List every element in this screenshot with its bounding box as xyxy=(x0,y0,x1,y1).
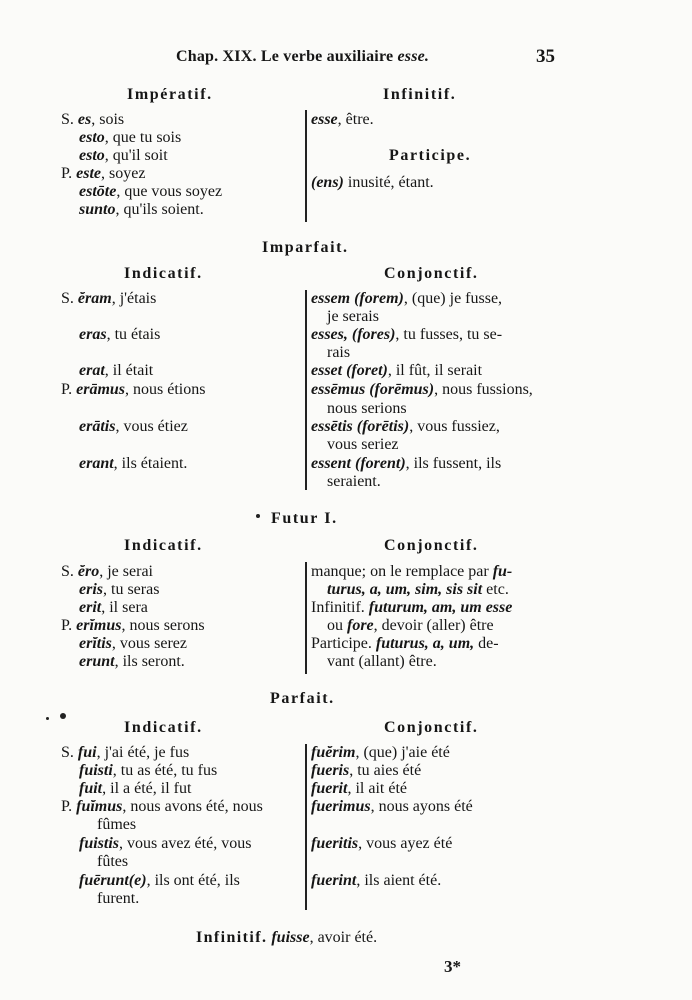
imparfait-conjonctif-line: vous seriez xyxy=(327,436,399,453)
imparfait-conjonctif-line: seraient. xyxy=(327,473,381,490)
parfait-indicatif-line: S. fui, j'ai été, je fus xyxy=(61,744,190,761)
imperatif-line: esto, qu'il soit xyxy=(79,147,168,164)
ink-speck xyxy=(46,717,49,720)
column-divider xyxy=(305,290,307,490)
imperatif-line: estōte, que vous soyez xyxy=(79,183,223,200)
imparfait-conjonctif-line: nous serions xyxy=(327,400,407,417)
parfait-conjonctif-line: fuerint, ils aient été. xyxy=(311,872,442,889)
parfait-indicatif-line: furent. xyxy=(97,890,140,907)
parfait-conjonctif-line: fueritis, vous ayez été xyxy=(311,835,453,852)
parfait-indicatif-line: fûtes xyxy=(97,853,129,870)
imparfait-indicatif-heading: Indicatif. xyxy=(124,265,203,282)
futur-conjonctif-line: manque; on le remplace par fu- xyxy=(311,563,513,580)
imparfait-indicatif-line: eras, tu étais xyxy=(79,326,161,343)
imparfait-indicatif-line: S. ĕram, j'étais xyxy=(61,290,157,307)
parfait-indicatif-line: fuit, il a été, il fut xyxy=(79,780,192,797)
column-divider xyxy=(305,744,307,910)
parfait-indicatif-line: fuērunt(e), ils ont été, ils xyxy=(79,872,240,889)
infinitif-parfait-line: Infinitif. fuisse, avoir été. xyxy=(196,929,378,946)
futur-heading: Futur I. xyxy=(271,510,338,527)
futur-indicatif-heading: Indicatif. xyxy=(124,537,203,554)
imperatif-heading: Impératif. xyxy=(127,86,213,103)
futur-conjonctif-line: vant (allant) être. xyxy=(327,653,437,670)
parfait-indicatif-line: fuisti, tu as été, tu fus xyxy=(79,762,218,779)
imparfait-conjonctif-line: essēmus (forēmus), nous fussions, xyxy=(311,381,533,398)
imparfait-conjonctif-line: rais xyxy=(327,344,351,361)
chapter-title: Chap. XIX. Le verbe auxiliaire esse. xyxy=(176,48,430,65)
parfait-indicatif-line: fûmes xyxy=(97,816,137,833)
futur-indicatif-line: P. erĭmus, nous serons xyxy=(61,617,205,634)
ink-speck xyxy=(256,514,260,518)
imperatif-line: sunto, qu'ils soient. xyxy=(79,201,204,218)
futur-conjonctif-line: turus, a, um, sim, sis sit etc. xyxy=(327,581,509,598)
running-header xyxy=(0,46,692,70)
imparfait-conjonctif-line: essem (forem), (que) je fusse, xyxy=(311,290,503,307)
column-divider xyxy=(305,110,307,222)
parfait-indicatif-line: P. fuĭmus, nous avons été, nous xyxy=(61,798,263,815)
signature-mark: 3* xyxy=(444,957,461,976)
imparfait-indicatif-line: P. erāmus, nous étions xyxy=(61,381,206,398)
imparfait-conjonctif-heading: Conjonctif. xyxy=(384,265,479,282)
imperatif-line: S. es, sois xyxy=(61,111,125,128)
imperatif-line: P. este, soyez xyxy=(61,165,146,182)
infinitif-line: esse, être. xyxy=(311,111,374,128)
parfait-indicatif-line: fuistis, vous avez été, vous xyxy=(79,835,252,852)
parfait-conjonctif-line: fuĕrim, (que) j'aie été xyxy=(311,744,450,761)
participe-heading: Participe. xyxy=(389,147,472,164)
imparfait-conjonctif-line: esset (foret), il fût, il serait xyxy=(311,362,483,379)
infinitif-heading: Infinitif. xyxy=(383,86,457,103)
futur-conjonctif-line: ou fore, devoir (aller) être xyxy=(327,617,494,634)
futur-indicatif-line: erit, il sera xyxy=(79,599,148,616)
futur-indicatif-line: erunt, ils seront. xyxy=(79,653,185,670)
parfait-indicatif-heading: Indicatif. xyxy=(124,719,203,736)
parfait-conjonctif-line: fuerit, il ait été xyxy=(311,780,407,797)
imparfait-indicatif-line: erātis, vous étiez xyxy=(79,418,188,435)
futur-conjonctif-heading: Conjonctif. xyxy=(384,537,479,554)
imparfait-conjonctif-line: je serais xyxy=(327,308,379,325)
futur-indicatif-line: erĭtis, vous serez xyxy=(79,635,187,652)
imparfait-conjonctif-line: essent (forent), ils fussent, ils xyxy=(311,455,502,472)
parfait-conjonctif-line: fuerimus, nous ayons été xyxy=(311,798,473,815)
futur-indicatif-line: S. ĕro, je serai xyxy=(61,563,153,580)
futur-conjonctif-line: Infinitif. futurum, am, um esse xyxy=(311,599,513,616)
parfait-conjonctif-line: fueris, tu aies été xyxy=(311,762,422,779)
imparfait-conjonctif-line: esses, (fores), tu fusses, tu se- xyxy=(311,326,503,343)
ink-speck xyxy=(60,713,66,719)
column-divider xyxy=(305,562,307,674)
futur-indicatif-line: eris, tu seras xyxy=(79,581,160,598)
parfait-conjonctif-heading: Conjonctif. xyxy=(384,719,479,736)
imparfait-conjonctif-line: essētis (forētis), vous fussiez, xyxy=(311,418,500,435)
imparfait-heading: Imparfait. xyxy=(262,239,349,256)
imparfait-indicatif-line: erat, il était xyxy=(79,362,154,379)
parfait-heading: Parfait. xyxy=(270,690,335,707)
page-number: 35 xyxy=(536,46,555,67)
futur-conjonctif-line: Participe. futurus, a, um, de- xyxy=(311,635,499,652)
participe-line: (ens) inusité, étant. xyxy=(311,174,434,191)
imperatif-line: esto, que tu sois xyxy=(79,129,182,146)
imparfait-indicatif-line: erant, ils étaient. xyxy=(79,455,188,472)
